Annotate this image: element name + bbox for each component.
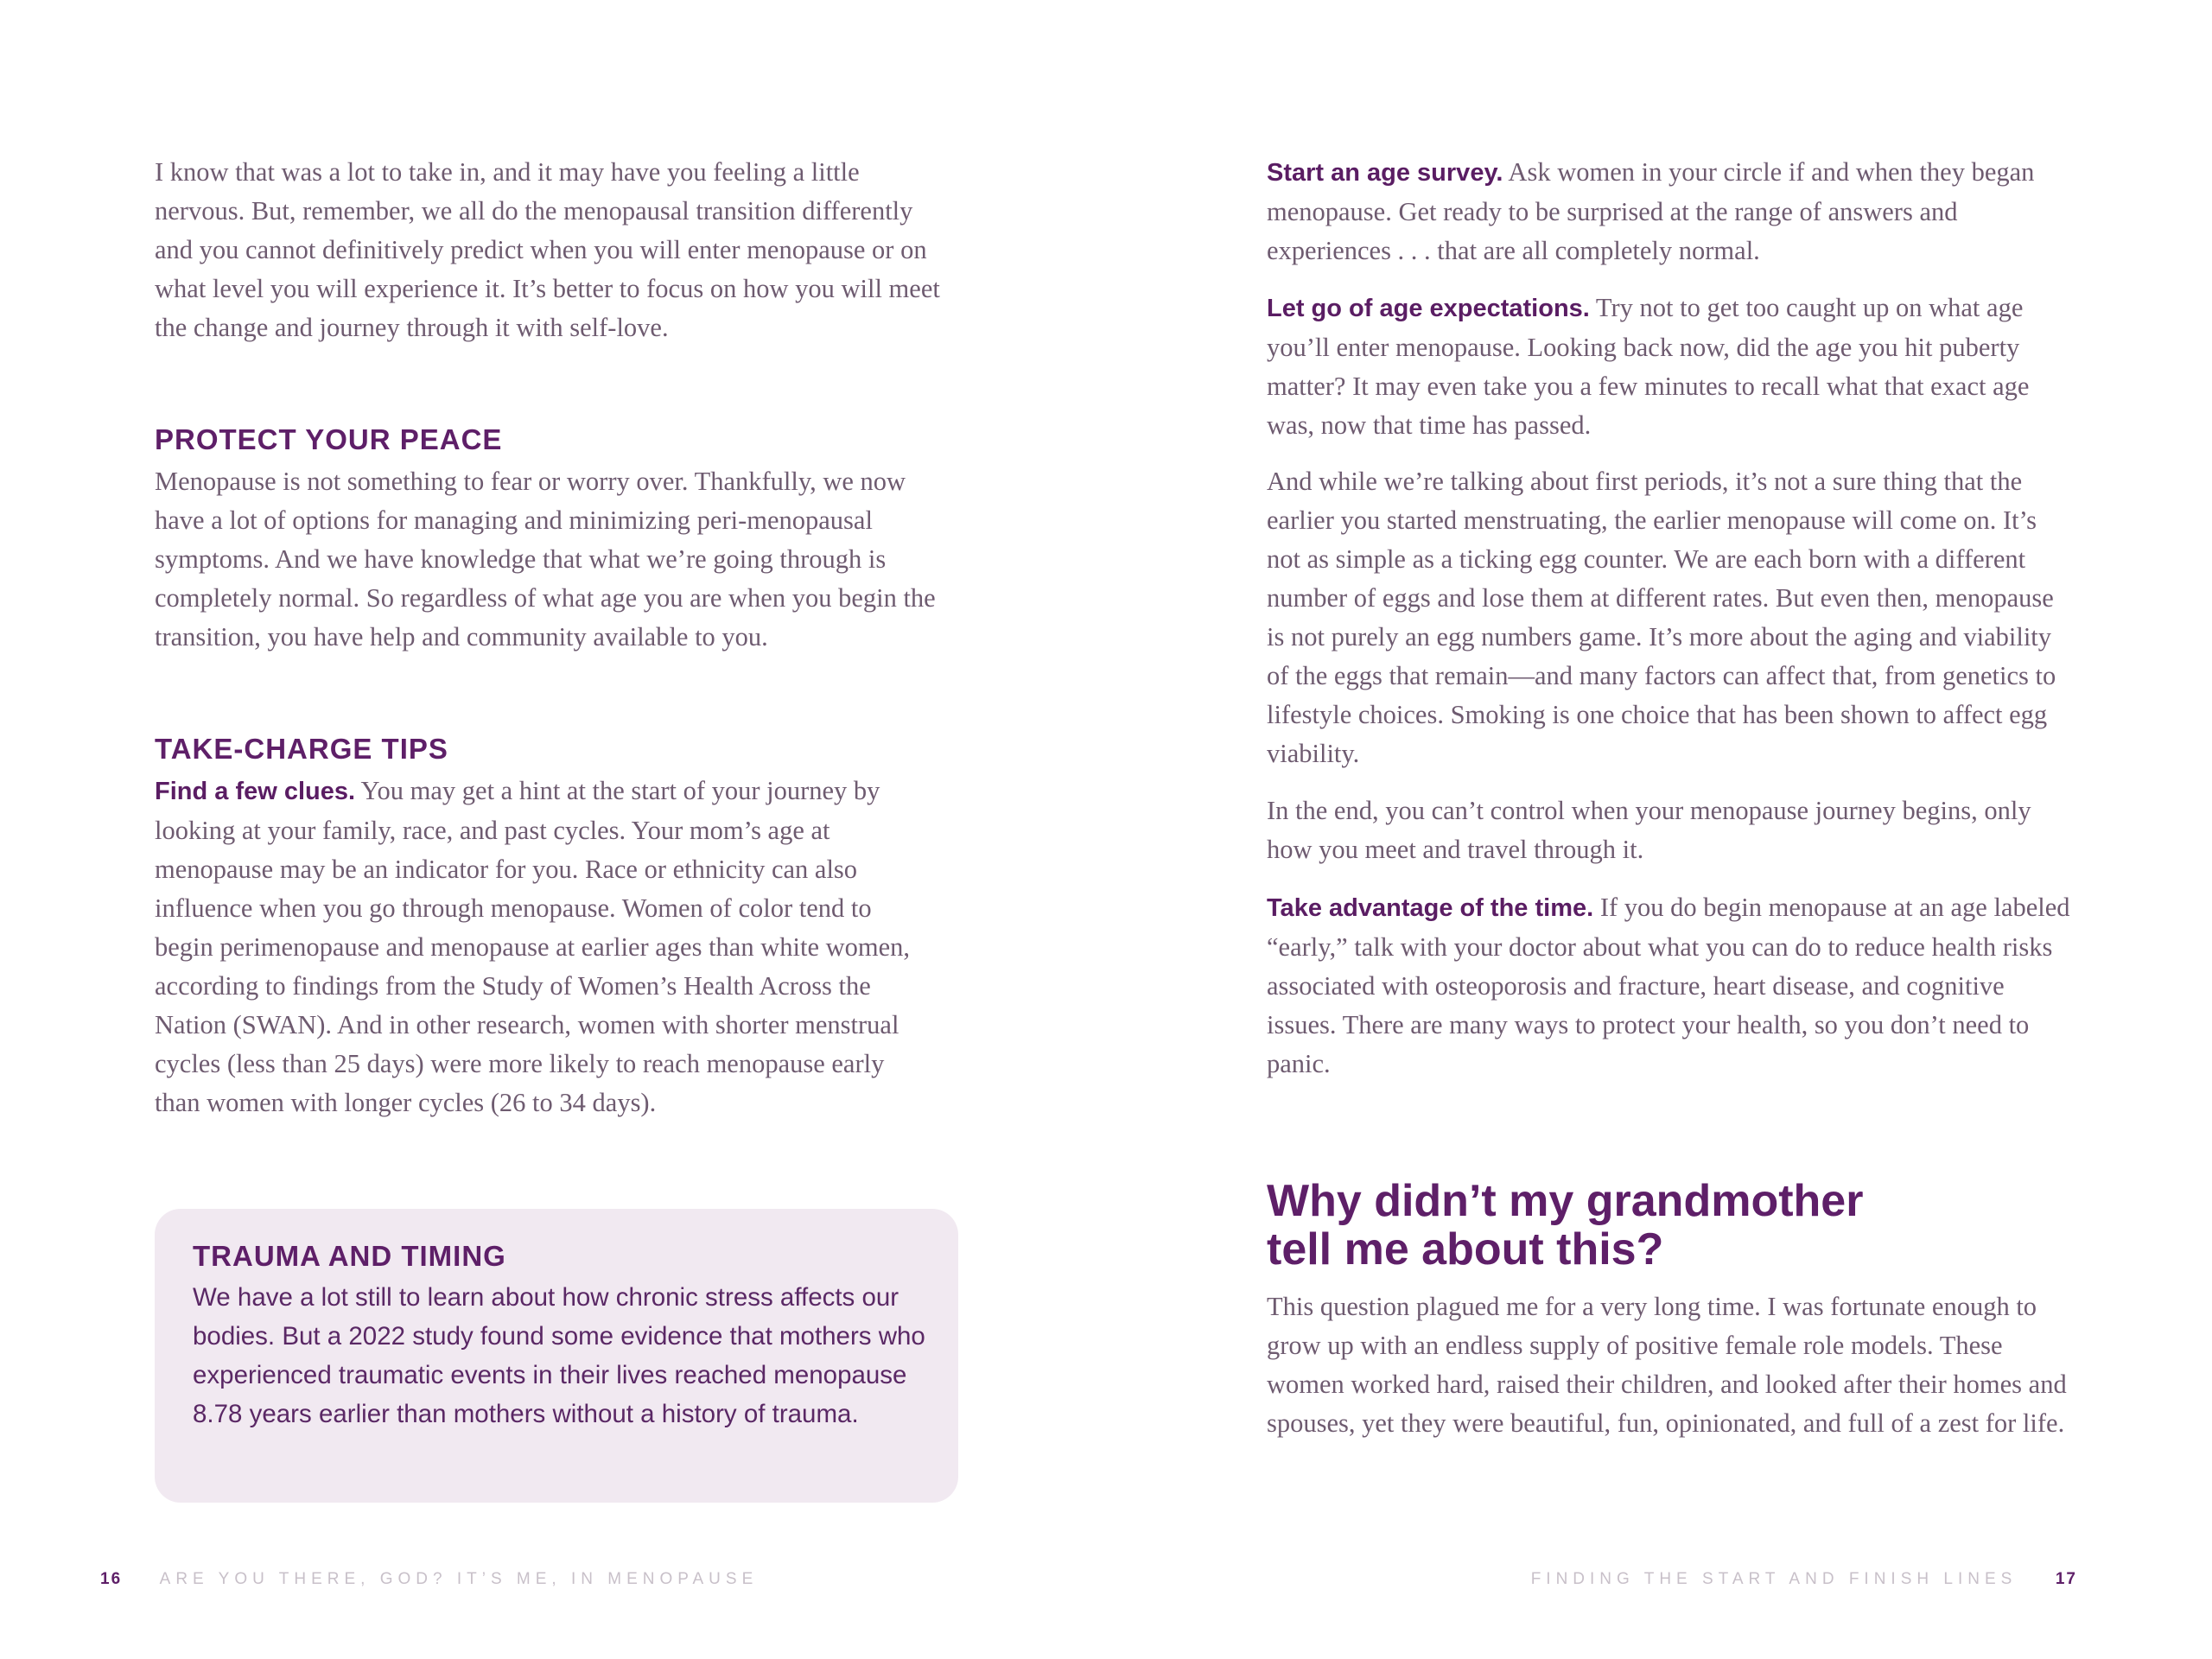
protect-your-peace-paragraph: Menopause is not something to fear or worry over. Thankfully, we now have a lot of options for managing and minimizing peri-menopausal symptoms. And we have knowledge that what we’re going through is completely normal. So regardless of what age you are when you begin the transition, you have help and community available to you. [155,467,936,652]
tip-take-advantage-text: If you do begin menopause at an age labeled “early,” talk with your doctor about what you can do to reduce health risks associated with osteoporosis and fracture, heart disease, and cognitive issues. There are many ways to protect your health, so you don’t need to panic. [1267,893,2070,1078]
protect-your-peace-heading: PROTECT YOUR PEACE [155,423,503,455]
in-the-end-paragraph: In the end, you can’t control when your menopause journey begins, only how you meet and travel through it. [1267,796,2031,864]
tip-find-clues-lead: Find a few clues. [155,778,356,805]
trauma-and-timing-heading: TRAUMA AND TIMING [193,1240,506,1272]
page-number-left: 16 [100,1570,123,1588]
running-head-left: ARE YOU THERE, GOD? IT’S ME, IN MENOPAUSE [159,1570,759,1588]
first-periods-paragraph: And while we’re talking about first periods, it’s not a sure thing that the earlier you started menstruating, the earlier menopause will come on. It’s not as simple as a ticking egg counter. We are each born with a different number of eggs and lose them at different rates. But even then, menopause is not purely an egg numbers game. It’s more about the aging and viability of the eggs that remain—and many factors can affect that, from genetics to lifestyle choices. Smoking is one choice that has been shown to affect egg viability. [1267,467,2056,768]
tip-take-advantage-paragraph [1267,888,2070,1084]
tip-age-expectations-paragraph [1267,289,2070,445]
tip-find-clues-text: You may get a hint at the start of your journey by looking at your family, race, and past cycles. Your mom’s age at menopause may be an indicator for you. Race or ethnicity can also influence when you go through menopause. Women of color tend to begin perimenopause and menopause at earlier ages than white women, according to findings from the Study of Women’s Health Across the Nation (SWAN). And in other research, women with shorter menstrual cycles (less than 25 days) were more likely to reach menopause early than women with longer cycles (26 to 34 days). [155,776,911,1117]
intro-paragraph: I know that was a lot to take in, and it may have you feeling a little nervous. But, remember, we all do the menopausal transition differently and you cannot definitively predict when you will enter menopause or on what level you will experience it. It’s better to focus on how you will meet the change and journey through it with self-love. [155,157,940,342]
tip-age-survey-paragraph [1267,153,2070,270]
running-head-right: FINDING THE START AND FINISH LINES [1530,1570,2018,1588]
tip-age-expectations-text: Try not to get too caught up on what age you’ll enter menopause. Looking back now, did the age you hit puberty matter? It may even take you a few minutes to recall what that exact age was, now that time has passed. [1267,293,2030,440]
grandmother-paragraph: This question plagued me for a very long time. I was fortunate enough to grow up with an endless supply of positive female role models. These women worked hard, raised their children, and looked after their homes and spouses, yet they were beautiful, fun, opinionated, and full of a zest for life. [1267,1292,2067,1438]
trauma-and-timing-callout [155,1209,958,1503]
tip-take-advantage-lead: Take advantage of the time. [1267,894,1594,922]
tip-find-clues-paragraph [155,772,932,1122]
tip-age-survey-lead: Start an age survey. [1267,159,1503,187]
tip-age-survey-text: Ask women in your circle if and when they began menopause. Get ready to be surprised at the range of answers and experiences . . . that are all completely normal. [1267,157,2035,265]
section-title-line-2: tell me about this? [1267,1224,1664,1274]
tip-age-expectations-lead: Let go of age expectations. [1267,295,1590,322]
take-charge-tips-heading: TAKE-CHARGE TIPS [155,733,448,765]
right-footer [1531,1570,2077,1589]
trauma-and-timing-text: We have a lot still to learn about how chronic stress affects our bodies. But a 2022 study found some evidence that mothers who experienced traumatic events in their lives reached menopause 8.78 years earlier than mothers without a history of trauma. [193,1283,925,1428]
section-title-line-1: Why didn’t my grandmother [1267,1176,1864,1226]
left-footer [100,1570,758,1589]
section-title [1267,1177,1863,1274]
right-page [1106,0,2212,1659]
page-number-right: 17 [2055,1570,2077,1588]
